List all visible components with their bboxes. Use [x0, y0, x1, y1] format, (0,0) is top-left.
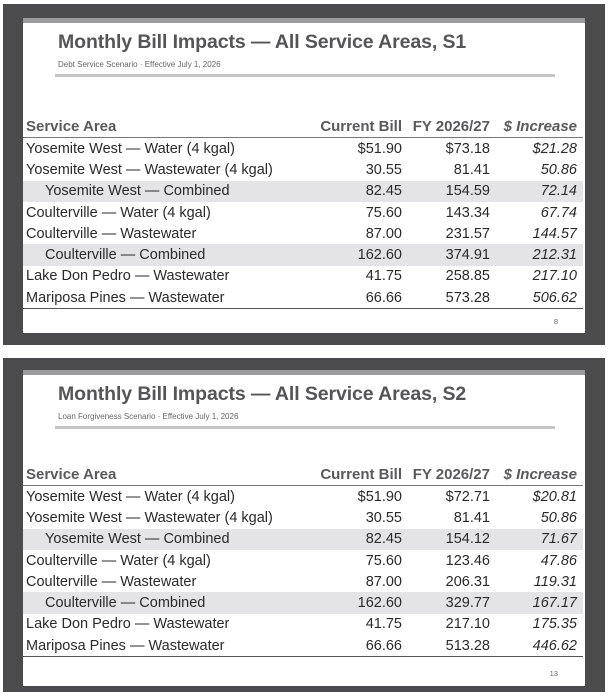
- cell-service-area: Coulterville — Wastewater: [26, 225, 197, 242]
- table-row: [23, 287, 583, 309]
- column-header-fy: FY 2026/27: [408, 464, 496, 486]
- cell-current-bill: $51.90: [357, 140, 402, 157]
- cell-service-area: Yosemite West — Wastewater (4 kgal): [26, 509, 273, 526]
- cell-increase: 506.62: [496, 287, 583, 309]
- table-row: [23, 571, 583, 592]
- cell-service-area: Coulterville — Water (4 kgal): [26, 204, 211, 221]
- cell-increase: 212.31: [496, 244, 583, 265]
- cell-fy-bill: 143.34: [445, 204, 490, 221]
- table-row: [23, 138, 583, 160]
- table-header-row: [23, 464, 583, 486]
- table-row: [23, 159, 583, 180]
- cell-increase: $20.81: [532, 488, 577, 505]
- cell-increase: 72.14: [496, 181, 583, 202]
- cell-current-bill: 41.75: [365, 268, 402, 285]
- cell-increase: $21.28: [532, 140, 577, 157]
- cell-increase: 71.67: [496, 529, 583, 550]
- cell-service-area: Mariposa Pines — Wastewater: [23, 287, 298, 309]
- cell-current-bill: 41.75: [365, 616, 402, 633]
- cell-service-area: Coulterville — Combined: [23, 592, 298, 613]
- slide-title: Monthly Bill Impacts — All Service Areas, S2: [58, 383, 467, 405]
- cell-current-bill: 82.45: [298, 529, 408, 550]
- cell-increase: 119.31: [533, 573, 577, 590]
- cell-service-area: Yosemite West — Water (4 kgal): [26, 140, 235, 157]
- slide-s2: [23, 370, 585, 686]
- table-row: [23, 507, 583, 528]
- column-header-current-bill: Current Bill: [298, 116, 408, 138]
- cell-increase: 217.10: [532, 268, 577, 285]
- slide-subtitle: Loan Forgiveness Scenario · Effective July 1, 2026: [58, 412, 239, 421]
- cell-service-area: Yosemite West — Combined: [23, 181, 298, 202]
- slide-s1: [23, 18, 585, 333]
- cell-service-area: Coulterville — Water (4 kgal): [26, 552, 211, 569]
- bill-impacts-table: [23, 464, 583, 657]
- cell-fy-bill: 573.28: [408, 287, 496, 309]
- table-row: [23, 635, 583, 657]
- table-row-combined: [23, 529, 583, 550]
- table-row-combined: [23, 181, 583, 202]
- title-divider: [55, 74, 555, 77]
- table-row: [23, 266, 583, 287]
- cell-increase: 50.86: [540, 509, 577, 526]
- column-header-fy: FY 2026/27: [408, 116, 496, 138]
- cell-service-area: Yosemite West — Combined: [23, 529, 298, 550]
- slide-frame-s2: [3, 358, 605, 692]
- cell-service-area: Coulterville — Combined: [23, 244, 298, 265]
- table-row: [23, 614, 583, 635]
- cell-fy-bill: 258.85: [445, 268, 490, 285]
- cell-fy-bill: 513.28: [408, 635, 496, 657]
- column-header-increase: $ Increase: [496, 464, 583, 486]
- cell-service-area: Lake Don Pedro — Wastewater: [26, 268, 230, 285]
- page-number: 13: [549, 669, 558, 678]
- cell-current-bill: 66.66: [298, 635, 408, 657]
- table-row-combined: [23, 592, 583, 613]
- cell-current-bill: 87.00: [365, 225, 402, 242]
- cell-increase: 167.17: [496, 592, 583, 613]
- table-row: [23, 202, 583, 223]
- title-divider: [55, 426, 555, 429]
- cell-current-bill: 82.45: [298, 181, 408, 202]
- cell-fy-bill: 154.12: [408, 529, 496, 550]
- cell-fy-bill: 231.57: [445, 225, 490, 242]
- cell-increase: 144.57: [532, 225, 577, 242]
- slide-subtitle: Debt Service Scenario · Effective July 1, 2026: [58, 60, 221, 69]
- cell-fy-bill: 206.31: [445, 573, 490, 590]
- page-number: 8: [553, 317, 558, 326]
- cell-fy-bill: 81.41: [453, 509, 490, 526]
- table-row: [23, 223, 583, 244]
- cell-increase: 175.35: [532, 616, 577, 633]
- cell-current-bill: 75.60: [365, 204, 402, 221]
- cell-service-area: Yosemite West — Wastewater (4 kgal): [26, 161, 273, 178]
- cell-current-bill: 87.00: [365, 573, 402, 590]
- cell-increase: 67.74: [540, 204, 577, 221]
- cell-fy-bill: $73.18: [445, 140, 490, 157]
- cell-increase: 50.86: [540, 161, 577, 178]
- cell-service-area: Lake Don Pedro — Wastewater: [26, 616, 230, 633]
- column-header-service-area: Service Area: [23, 116, 298, 138]
- cell-increase: 446.62: [496, 635, 583, 657]
- cell-current-bill: 30.55: [365, 509, 402, 526]
- cell-current-bill: 30.55: [365, 161, 402, 178]
- table-row-combined: [23, 244, 583, 265]
- bill-impacts-table: [23, 116, 583, 309]
- cell-service-area: Mariposa Pines — Wastewater: [23, 635, 298, 657]
- cell-current-bill: $51.90: [357, 488, 402, 505]
- cell-current-bill: 162.60: [298, 244, 408, 265]
- cell-increase: 47.86: [540, 552, 577, 569]
- cell-current-bill: 162.60: [298, 592, 408, 613]
- cell-fy-bill: 81.41: [453, 161, 490, 178]
- cell-fy-bill: 217.10: [445, 616, 490, 633]
- column-header-increase: $ Increase: [496, 116, 583, 138]
- column-header-current-bill: Current Bill: [298, 464, 408, 486]
- table-row: [23, 486, 583, 508]
- table-row: [23, 550, 583, 571]
- column-header-service-area: Service Area: [23, 464, 298, 486]
- cell-fy-bill: 329.77: [408, 592, 496, 613]
- cell-fy-bill: 154.59: [408, 181, 496, 202]
- cell-service-area: Yosemite West — Water (4 kgal): [26, 488, 235, 505]
- cell-fy-bill: 123.46: [445, 552, 490, 569]
- cell-fy-bill: $72.71: [445, 488, 490, 505]
- cell-service-area: Coulterville — Wastewater: [26, 573, 197, 590]
- cell-current-bill: 66.66: [298, 287, 408, 309]
- cell-current-bill: 75.60: [365, 552, 402, 569]
- cell-fy-bill: 374.91: [408, 244, 496, 265]
- slide-title: Monthly Bill Impacts — All Service Areas, S1: [58, 31, 467, 53]
- slide-frame-s1: [3, 4, 605, 345]
- table-header-row: [23, 116, 583, 138]
